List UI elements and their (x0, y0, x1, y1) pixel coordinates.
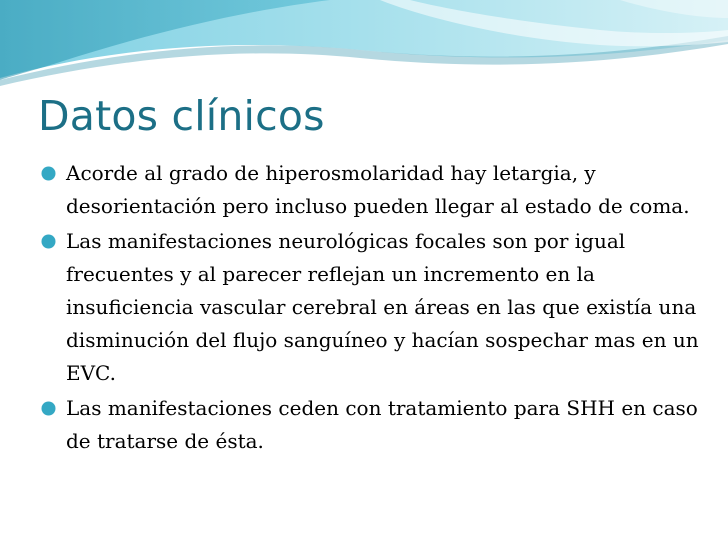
list-item (20, 225, 700, 390)
list-item (20, 392, 700, 458)
bullet-circle-icon (40, 233, 57, 250)
slide-title: Datos clínicos (38, 92, 325, 140)
header-wave-decoration (0, 0, 728, 90)
list-item (20, 157, 700, 223)
bullet-circle-icon (40, 400, 57, 417)
bullet-circle-icon (40, 165, 57, 182)
bullet-text: Las manifestaciones neurológicas focales son por igual frecuentes y al parecer reflejan un incremento en la insuficiencia vascular cerebral en áreas en las que existía una disminución del flujo sanguíneo y hacían sospechar mas en un EVC. (66, 229, 699, 385)
bullet-text: Las manifestaciones ceden con tratamiento para SHH en caso de tratarse de ésta. (66, 396, 698, 453)
bullet-text: Acorde al grado de hiperosmolaridad hay letargia, y desorientación pero incluso pueden llegar al estado de coma. (66, 161, 690, 218)
bullet-list (20, 157, 700, 460)
